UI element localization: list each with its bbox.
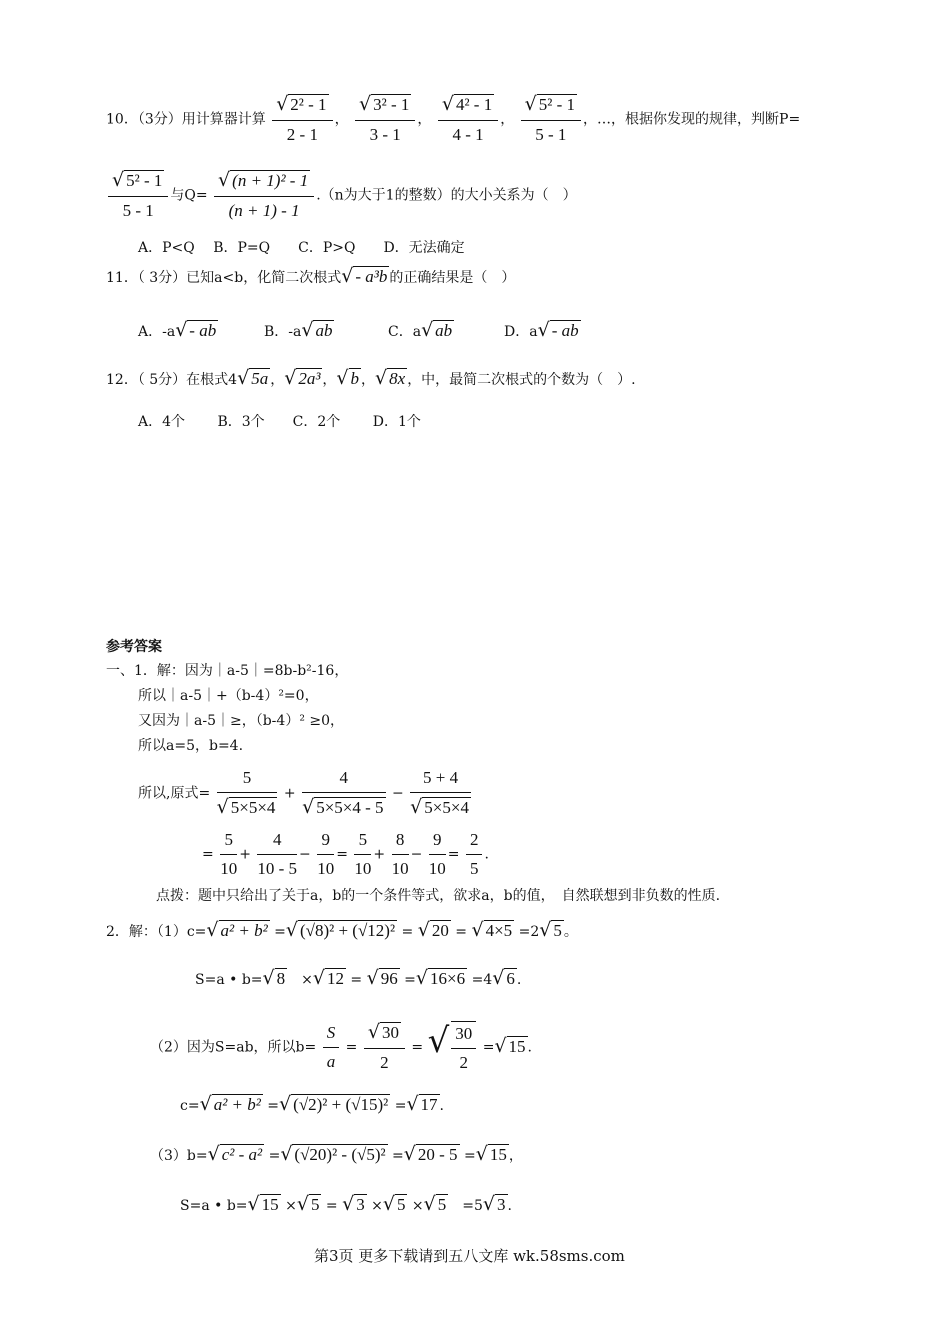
ans2-part2-c: c=√ a² + b² =√ (√2)² + (√15)² =√ 17 . (180, 1093, 444, 1115)
q10-q-frac: $\frac{\text{√ (n + 1)² - 1}}{(n + 1) - 1}$ (214, 168, 314, 223)
q11-radical: √ - a³b (341, 265, 388, 287)
page-footer: 第3页 更多下载请到五八文库 wk.58sms.com (314, 1247, 625, 1265)
q10-frac-2: $\frac{\text{√ 3² - 1}}{3 - 1}$ (355, 92, 415, 147)
q10-tail: .（n为大于1的整数）的大小关系为（ ） (316, 187, 577, 204)
ans1-line2: 所以｜a-5｜+（b-4）²=0， (138, 688, 319, 704)
q10-line2 (106, 168, 577, 223)
q10-prefix: 10．（3分）用计算器计算 (106, 111, 266, 128)
ans1-expression: 所以,原式= $\frac{5}{√ 5\times 5\times 4}$ + $\frac{4}{√ 5\times 5\times 4 - 5}$ − $\frac{5 + 4}{√ 5\times 5\times 4}$ (138, 768, 469, 818)
ans2-part3-b: （3）b=√ c² - a² =√ (√20)² - (√5)² =√ 20 - 5 =√ 15 ， (150, 1143, 523, 1165)
q11-opt-d: D．a√ - ab (504, 319, 579, 341)
ans2-part2-b: （2）因为S=ab，所以b= $\frac{S}{a}$ = $\frac{√ 30}{2}$ = √ $\frac{30}{2}$ =√ 15 . (150, 1020, 532, 1075)
q10-options: A．P<Q B．P=Q C．P>Q D．无法确定 (138, 240, 465, 256)
q10-ellipsis: …，根据你发现的规律，判断P= (597, 111, 801, 128)
q10-frac-4: $\frac{\text{√ 5² - 1}}{5 - 1}$ (521, 92, 581, 147)
ans1-line3: 又因为｜a-5｜≥，（b-4）² ≥0， (138, 713, 345, 729)
ans1-hint: 点拨：题中只给出了关于a，b的一个条件等式，欲求a，b的值， 自然联想到非负数的性质. (156, 888, 721, 904)
q10-p-frac: $\frac{\text{√ 5² - 1}}{5 - 1}$ (108, 168, 168, 223)
q11-options (138, 320, 581, 342)
q11-stem: 11．（ 3分）已知a<b，化简二次根式√ - a³b 的正确结果是（ ） (106, 265, 516, 287)
ans1-line1: 一、1．解：因为｜a-5｜=8b-b²-16， (106, 663, 349, 679)
q10-and-q: 与Q= (170, 187, 208, 204)
q10-frac-3: $\frac{\text{√ 4² - 1}}{4 - 1}$ (438, 92, 498, 147)
q12-options: A．4个 B．3个 C．2个 D．1个 (138, 414, 421, 430)
ans2-c: 2．解：（1）c=√ a² + b² =√ (√8)² + (√12)² = √ 20 = √ 4×5 =2√ 5 。 (106, 919, 578, 941)
ans1-simplify: = $\frac{5}{10}$ + $\frac{4}{10 - 5}$ − $\frac{9}{10}$ = $\frac{5}{10}$ + $\frac{8}{10}$ − $\frac{9}{10}$ = $\frac{2}{5}$ . (202, 830, 489, 878)
q11-opt-a: A．-a√ - ab (138, 319, 217, 341)
q11-opt-b: B．-a√ ab (264, 319, 333, 341)
ans2-s: S=a • b=√ 8 ×√ 12 = √ 96 =√ 16×6 =4√ 6 . (195, 967, 522, 989)
ans1-line4: 所以a=5，b=4. (138, 738, 244, 754)
q11-opt-c: C．a√ ab (388, 319, 453, 341)
answers-heading: 参考答案 (106, 638, 162, 654)
q10-line1: 10．（3分）用计算器计算 $\frac{\text{√ 2² - 1}}{2 - 1}$ ， $\frac{\text{√ 3² - 1}}{3 - 1}$ ， $\frac{\text{√ 4² - 1}}{4 - 1}$ ， $\frac{\text{√ 5² - 1}}{5 - 1}$ ，…，根据你发现的规律，判断P= (106, 92, 800, 147)
ans2-part3-s: S=a • b=√ 15 ×√ 5 = √ 3 ×√ 5 ×√ 5 =5√ 3 . (180, 1193, 512, 1215)
q10-frac-1: $\frac{\text{√ 2² - 1}}{2 - 1}$ (272, 92, 332, 147)
q12-stem: 12．（ 5分）在根式4√ 5a ，√ 2a³ ，√ b ，√ 8x ，中，最简二次根式的个数为（ ）. (106, 367, 636, 389)
